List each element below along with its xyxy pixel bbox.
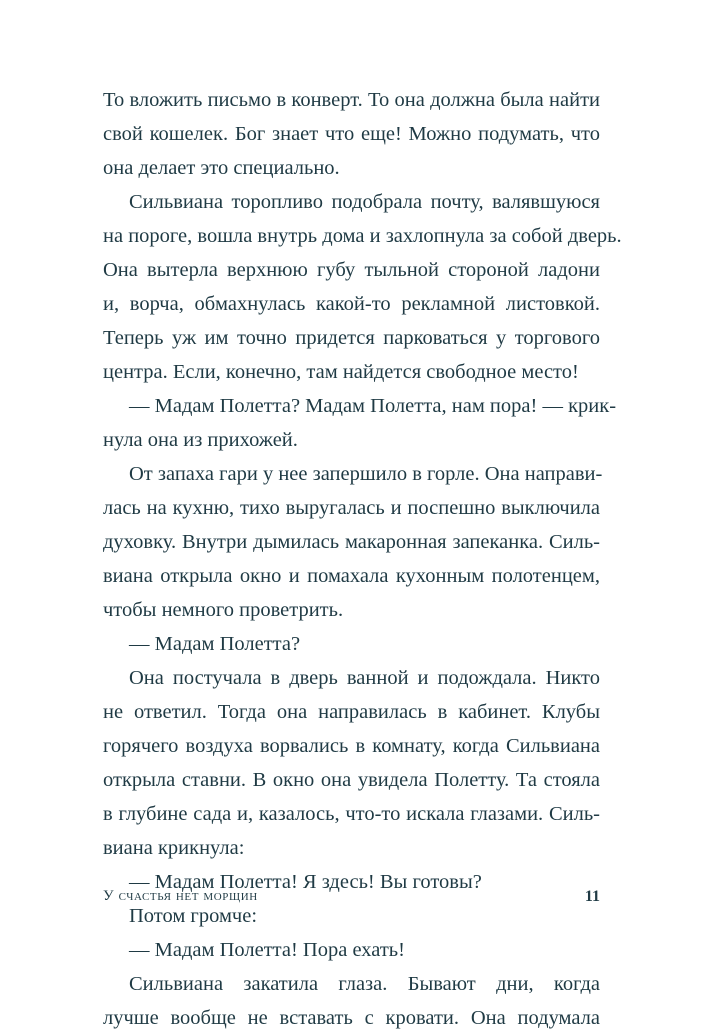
text-line: виана открыла окно и помахала кухонным полотенцем, [103, 565, 600, 587]
text-line: Потом громче: [129, 905, 258, 927]
text-line: То вложить письмо в конверт. То она должна была найти [103, 89, 600, 111]
text-line: Сильвиана торопливо подобрала почту, валявшуюся [129, 191, 600, 213]
text-line: нула она из прихожей. [103, 429, 298, 451]
text-line: Теперь уж им точно придется парковаться у торгового [103, 327, 600, 349]
text-line: Она постучала в дверь ванной и подождала. Никто [129, 667, 600, 689]
text-line: лась на кухню, тихо выругалась и поспешно выключила [103, 497, 600, 519]
text-line: Сильвиана закатила глаза. Бывают дни, когда [129, 973, 600, 995]
text-line: в глубине сада и, казалось, что-то искала глазами. Силь- [103, 803, 600, 825]
text-line: виана крикнула: [103, 837, 245, 859]
text-line: и, ворча, обмахнулась какой-то рекламной листовкой. [103, 293, 600, 315]
text-line: центра. Если, конечно, там найдется свободное место! [103, 361, 579, 383]
text-line: лучше вообще не вставать с кровати. Она подумала [103, 1007, 600, 1029]
page-number: 11 [584, 888, 600, 905]
text-line: — Мадам Полетта! Я здесь! Вы готовы? [129, 871, 482, 893]
text-line: горячего воздуха ворвались в комнату, когда Сильвиана [103, 735, 600, 757]
text-line: не ответил. Тогда она направилась в кабинет. Клубы [103, 701, 600, 723]
text-line: От запаха гари у нее запершило в горле. Она направи- [129, 463, 603, 485]
text-line: — Мадам Полетта? [129, 633, 301, 655]
text-line: Она вытерла верхнюю губу тыльной стороной ладони [103, 259, 600, 281]
text-line: свой кошелек. Бог знает что еще! Можно подумать, что [103, 123, 600, 145]
text-line: — Мадам Полетта? Мадам Полетта, нам пора! — крик- [129, 395, 617, 417]
page-footer [103, 888, 600, 918]
text-line: — Мадам Полетта! Пора ехать! [129, 939, 405, 961]
text-line: открыла ставни. В окно она увидела Полетту. Та стояла [103, 769, 600, 791]
text-line: на пороге, вошла внутрь дома и захлопнула за собой дверь. [103, 225, 622, 247]
text-line: чтобы немного проветрить. [103, 599, 344, 621]
text-line: духовку. Внутри дымилась макаронная запеканка. Силь- [103, 531, 600, 553]
text-line: она делает это специально. [103, 157, 340, 179]
running-title: У счастья нет морщин [103, 888, 258, 904]
